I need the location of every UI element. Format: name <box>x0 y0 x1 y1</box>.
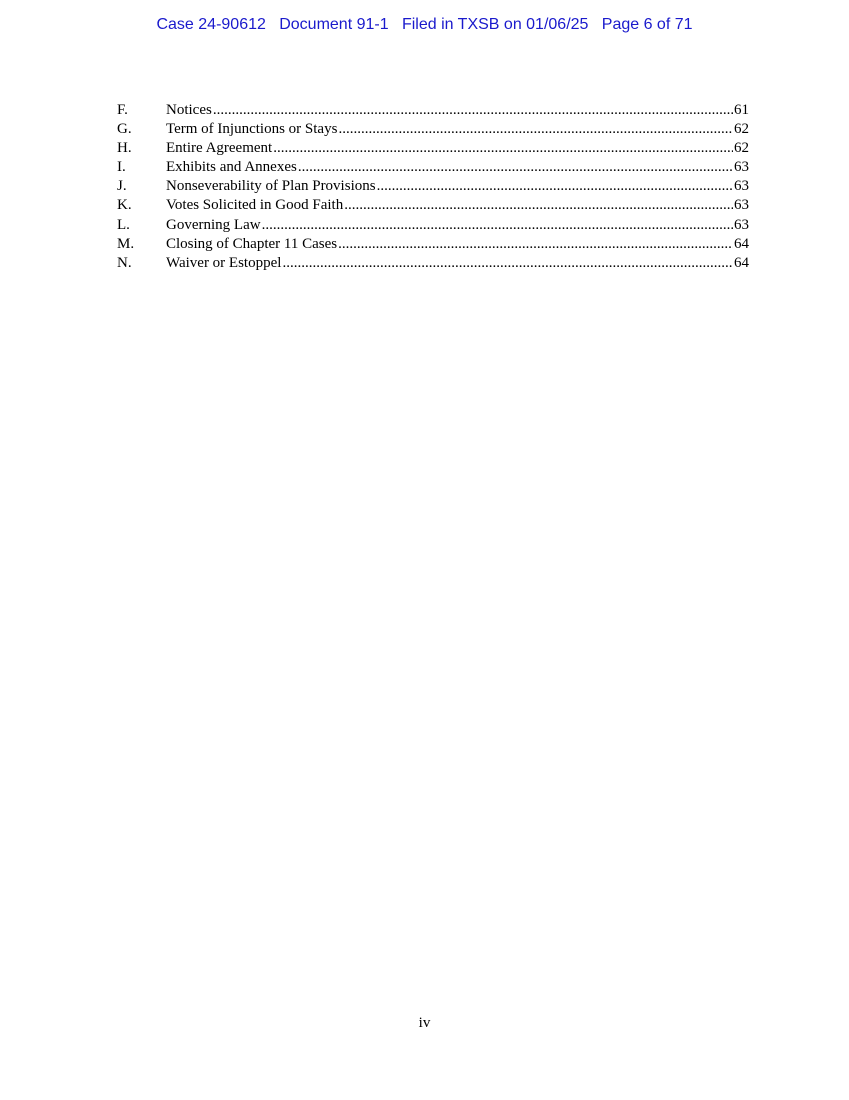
toc-dot-leader <box>298 158 733 177</box>
toc-entry[interactable] <box>117 196 749 215</box>
toc-entry-letter: I. <box>117 159 126 176</box>
toc-entry-page: 63 <box>734 216 749 233</box>
toc-entry-title: Votes Solicited in Good Faith <box>166 197 344 214</box>
toc-entry-letter: G. <box>117 121 132 138</box>
toc-dot-leader <box>282 254 733 273</box>
toc-entry-page: 63 <box>734 197 749 214</box>
toc-entry-letter: M. <box>117 235 135 252</box>
toc-entry[interactable] <box>117 139 749 158</box>
toc-entry-title: Notices <box>166 102 212 118</box>
table-of-contents <box>117 101 749 273</box>
toc-dot-leader <box>344 196 733 215</box>
toc-entry-title: Waiver or Estoppel <box>166 254 282 271</box>
toc-dot-leader <box>273 139 733 158</box>
toc-entry-page: 63 <box>734 178 749 195</box>
toc-entry-page: 64 <box>734 235 749 252</box>
toc-entry-letter: K. <box>117 197 132 214</box>
toc-entry-title: Exhibits and Annexes <box>166 159 297 176</box>
toc-dot-leader <box>338 120 733 139</box>
toc-entry-letter: H. <box>117 140 132 157</box>
court-filing-stamp: Case 24-90612 Document 91-1 Filed in TXSB on 01/06/25 Page 6 of 71 <box>156 16 693 33</box>
toc-entry-letter: L. <box>117 216 130 233</box>
toc-entry[interactable] <box>117 254 749 273</box>
toc-entry[interactable] <box>117 158 749 177</box>
toc-entry-letter: F. <box>117 102 128 118</box>
toc-entry-letter: N. <box>117 254 132 271</box>
toc-entry[interactable] <box>117 177 749 196</box>
toc-entry-page: 61 <box>734 102 749 118</box>
toc-entry-title: Term of Injunctions or Stays <box>166 121 338 138</box>
toc-entry-title: Governing Law <box>166 216 261 233</box>
toc-dot-leader <box>262 216 733 235</box>
toc-entry[interactable] <box>117 235 749 254</box>
toc-entry-page: 62 <box>734 140 749 157</box>
toc-entry-title: Closing of Chapter 11 Cases <box>166 235 338 252</box>
toc-dot-leader <box>213 101 733 120</box>
toc-entry-page: 64 <box>734 254 749 271</box>
toc-dot-leader <box>377 177 733 196</box>
toc-entry[interactable] <box>117 120 749 139</box>
toc-entry-page: 63 <box>734 159 749 176</box>
toc-entry[interactable] <box>117 101 749 120</box>
toc-entry-title: Nonseverability of Plan Provisions <box>166 178 376 195</box>
page-number: iv <box>418 1015 431 1031</box>
toc-entry-title: Entire Agreement <box>166 140 273 157</box>
toc-entry-page: 62 <box>734 121 749 138</box>
toc-entry[interactable] <box>117 216 749 235</box>
toc-entry-letter: J. <box>117 178 127 195</box>
toc-dot-leader <box>338 235 733 254</box>
